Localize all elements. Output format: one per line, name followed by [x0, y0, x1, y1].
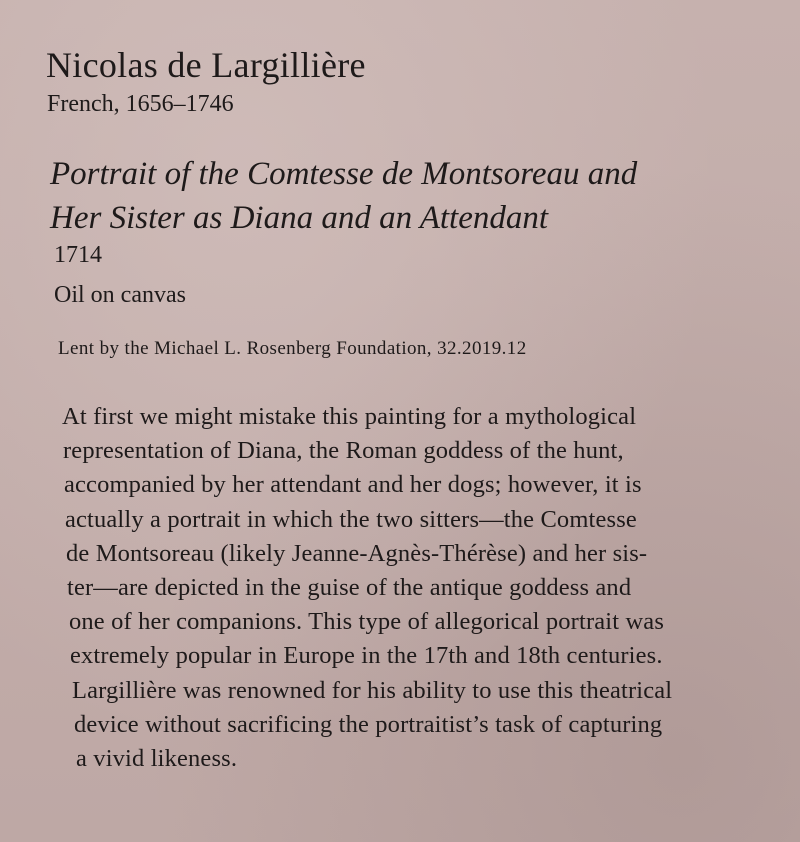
artwork-title-line: Her Sister as Diana and an Attendant: [50, 200, 549, 236]
description-line: device without sacrificing the portraitist’s task of capturing: [74, 710, 663, 738]
credit-line: Lent by the Michael L. Rosenberg Foundation, 32.2019.12: [58, 338, 527, 359]
description-line: representation of Diana, the Roman goddess of the hunt,: [63, 437, 624, 465]
description-line: At first we might mistake this painting for a mythological: [62, 403, 637, 430]
description-line: a vivid likeness.: [76, 744, 238, 772]
artwork-title: [50, 152, 750, 240]
artist-name: Nicolas de Largillière: [46, 45, 366, 85]
artwork-date: 1714: [54, 242, 102, 268]
artwork-medium: Oil on canvas: [54, 282, 186, 308]
description-line: one of her companions. This type of allegorical portrait was: [69, 608, 665, 636]
description-line: accompanied by her attendant and her dogs; however, it is: [64, 471, 642, 499]
description-text: [62, 400, 762, 776]
description-line: Largillière was renowned for his ability to use this theatrical: [72, 676, 673, 704]
description-line: actually a portrait in which the two sitters—the Comtesse: [65, 505, 637, 533]
description-line: de Montsoreau (likely Jeanne-Agnès-Thérèse) and her sis-: [66, 539, 648, 567]
artwork-title-line: Portrait of the Comtesse de Montsoreau and: [50, 156, 638, 192]
artist-nationality-dates: French, 1656–1746: [47, 91, 234, 117]
description-line: extremely popular in Europe in the 17th and 18th centuries.: [70, 642, 663, 670]
description-line: ter—are depicted in the guise of the antique goddess and: [67, 573, 632, 601]
